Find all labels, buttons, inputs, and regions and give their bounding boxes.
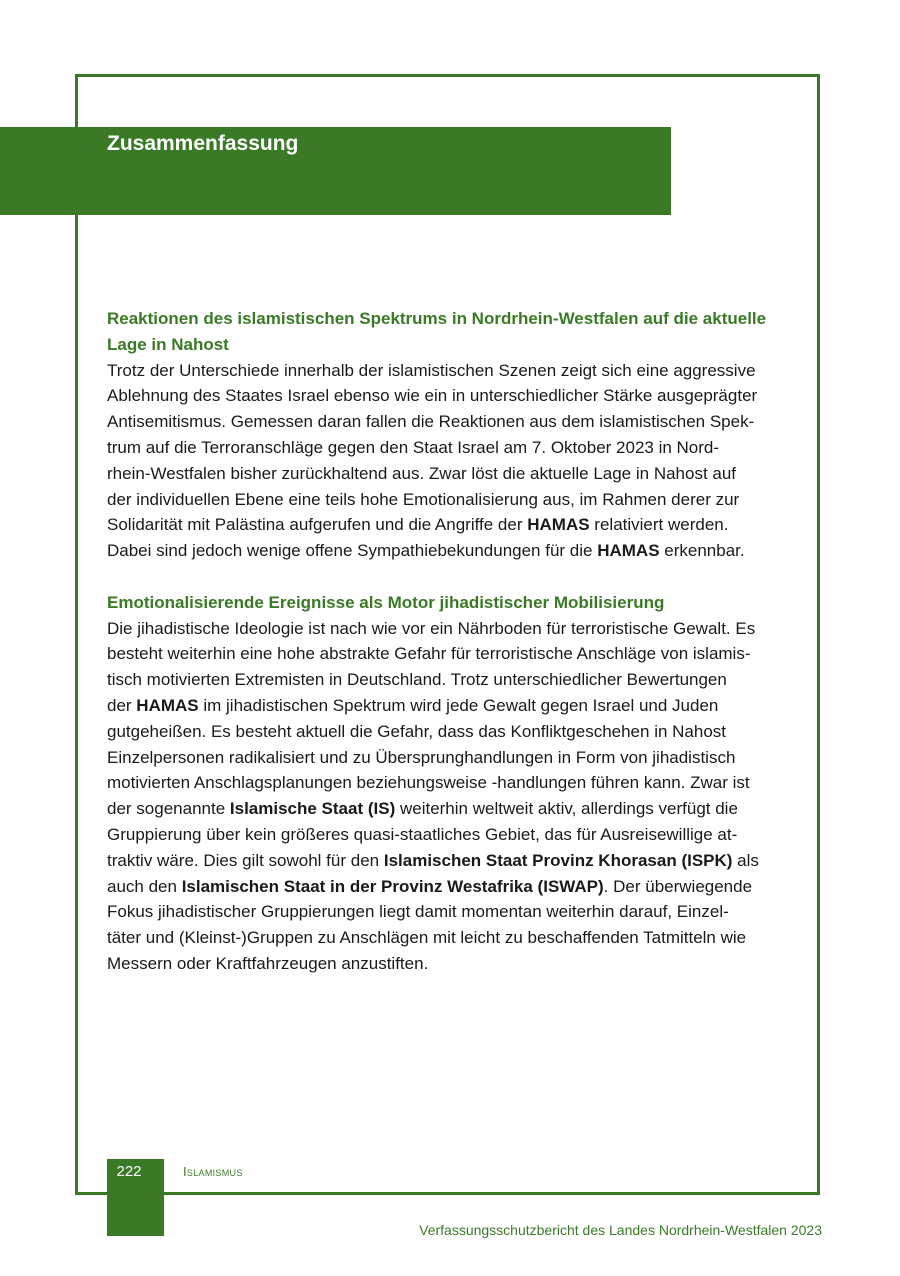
text-run: . Der überwiegende <box>603 876 753 896</box>
paragraph-line <box>107 487 797 513</box>
emphasis-term: HAMAS <box>527 515 590 535</box>
paragraph-line <box>107 435 797 461</box>
section-body <box>107 616 797 977</box>
text-run: im jihadistischen Spektrum wird jede Gewalt gegen Israel und Juden <box>198 695 719 715</box>
text-run: besteht weiterhin eine hohe abstrakte Gefahr für terroristische Anschläge von islamis- <box>107 644 751 664</box>
text-run: Einzelpersonen radikalisiert und zu Übersprunghandlungen in Form von jihadistisch <box>107 747 736 767</box>
text-run: Trotz der Unterschiede innerhalb der islamistischen Szenen zeigt sich eine aggressive <box>107 360 756 380</box>
paragraph-line <box>107 616 797 642</box>
emphasis-term: Islamischen Staat Provinz Khorasan (ISPK) <box>383 850 733 870</box>
text-run: auch den <box>107 876 182 896</box>
text-run: Ablehnung des Staates Israel ebenso wie ein in unterschiedlicher Stärke ausgeprägter <box>107 386 758 406</box>
text-run: Die jihadistische Ideologie ist nach wie vor ein Nährboden für terroristische Gewalt. Es <box>107 618 756 638</box>
text-run: Gruppierung über kein größeres quasi-staatliches Gebiet, das für Ausreisewillige at- <box>107 824 738 844</box>
text-run: Solidarität mit Palästina aufgerufen und die Angriffe der <box>107 515 528 535</box>
text-run: täter und (Kleinst-)Gruppen zu Anschlägen mit leicht zu beschaffenden Tatmitteln wie <box>107 928 747 948</box>
text-run: weiterhin weltweit aktiv, allerdings verfügt die <box>395 799 738 819</box>
paragraph-line <box>107 512 797 538</box>
text-run: rhein-Westfalen bisher zurückhaltend aus. Zwar löst die aktuelle Lage in Nahost auf <box>107 463 737 483</box>
text-run: motivierten Anschlagsplanungen beziehungsweise -handlungen führen kann. Zwar ist <box>107 773 750 793</box>
section-emotionalisierende-ereignisse <box>107 590 797 977</box>
paragraph-line <box>107 874 797 900</box>
section-heading <box>107 306 797 358</box>
title-banner <box>0 127 671 215</box>
text-run: Fokus jihadistischer Gruppierungen liegt damit momentan weiterhin darauf, Einzel- <box>107 902 729 922</box>
heading-line: Lage in Nahost <box>107 334 229 354</box>
emphasis-term: HAMAS <box>597 541 660 561</box>
emphasis-term: Islamische Staat (IS) <box>229 799 396 819</box>
publication-footer: Verfassungsschutzbericht des Landes Nordrhein-Westfalen 2023 <box>419 1222 822 1238</box>
paragraph-line <box>107 796 797 822</box>
text-run: als <box>732 850 759 870</box>
paragraph-line <box>107 693 797 719</box>
paragraph-line <box>107 461 797 487</box>
paragraph-line <box>107 745 797 771</box>
text-run: Antisemitismus. Gemessen daran fallen die Reaktionen aus dem islamistischen Spek- <box>107 412 755 432</box>
running-section-label: Islamismus <box>183 1164 243 1179</box>
text-run: erkennbar. <box>659 541 745 561</box>
text-run: trum auf die Terroranschläge gegen den Staat Israel am 7. Oktober 2023 in Nord- <box>107 437 720 457</box>
paragraph-line <box>107 822 797 848</box>
page-title: Zusammenfassung <box>107 132 299 155</box>
emphasis-term: Islamischen Staat in der Provinz Westafrika (ISWAP) <box>181 876 604 896</box>
page-number: 222 <box>116 1163 142 1180</box>
text-run: relativiert werden. <box>589 515 729 535</box>
paragraph-line <box>107 667 797 693</box>
main-content <box>107 306 797 977</box>
heading-line: Reaktionen des islamistischen Spektrums in Nordrhein-Westfalen auf die aktuelle <box>107 309 767 328</box>
emphasis-term: HAMAS <box>136 695 199 715</box>
paragraph-line <box>107 848 797 874</box>
text-run: tisch motivierten Extremisten in Deutschland. Trotz unterschiedlicher Bewertungen <box>107 670 727 690</box>
paragraph-line <box>107 719 797 745</box>
section-body <box>107 358 797 564</box>
paragraph-line <box>107 383 797 409</box>
paragraph-line <box>107 770 797 796</box>
text-run: gutgeheißen. Es besteht aktuell die Gefahr, dass das Konfliktgeschehen in Nahost <box>107 721 727 741</box>
text-run: der <box>107 695 137 715</box>
paragraph-line <box>107 951 797 977</box>
text-run: Messern oder Kraftfahrzeugen anzustiften. <box>107 953 429 973</box>
text-run: Dabei sind jedoch wenige offene Sympathiebekundungen für die <box>107 541 598 561</box>
section-reaktionen <box>107 306 797 564</box>
text-run: der sogenannte <box>107 799 230 819</box>
text-run: der individuellen Ebene eine teils hohe Emotionalisierung aus, im Rahmen derer zur <box>107 489 740 509</box>
paragraph-line <box>107 925 797 951</box>
heading-line: Emotionalisierende Ereignisse als Motor jihadistischer Mobilisierung <box>107 592 665 612</box>
paragraph-line <box>107 899 797 925</box>
section-gap <box>107 564 797 590</box>
paragraph-line <box>107 538 797 564</box>
paragraph-line <box>107 358 797 384</box>
paragraph-line <box>107 641 797 667</box>
section-heading <box>107 590 797 616</box>
paragraph-line <box>107 409 797 435</box>
text-run: traktiv wäre. Dies gilt sowohl für den <box>107 850 384 870</box>
